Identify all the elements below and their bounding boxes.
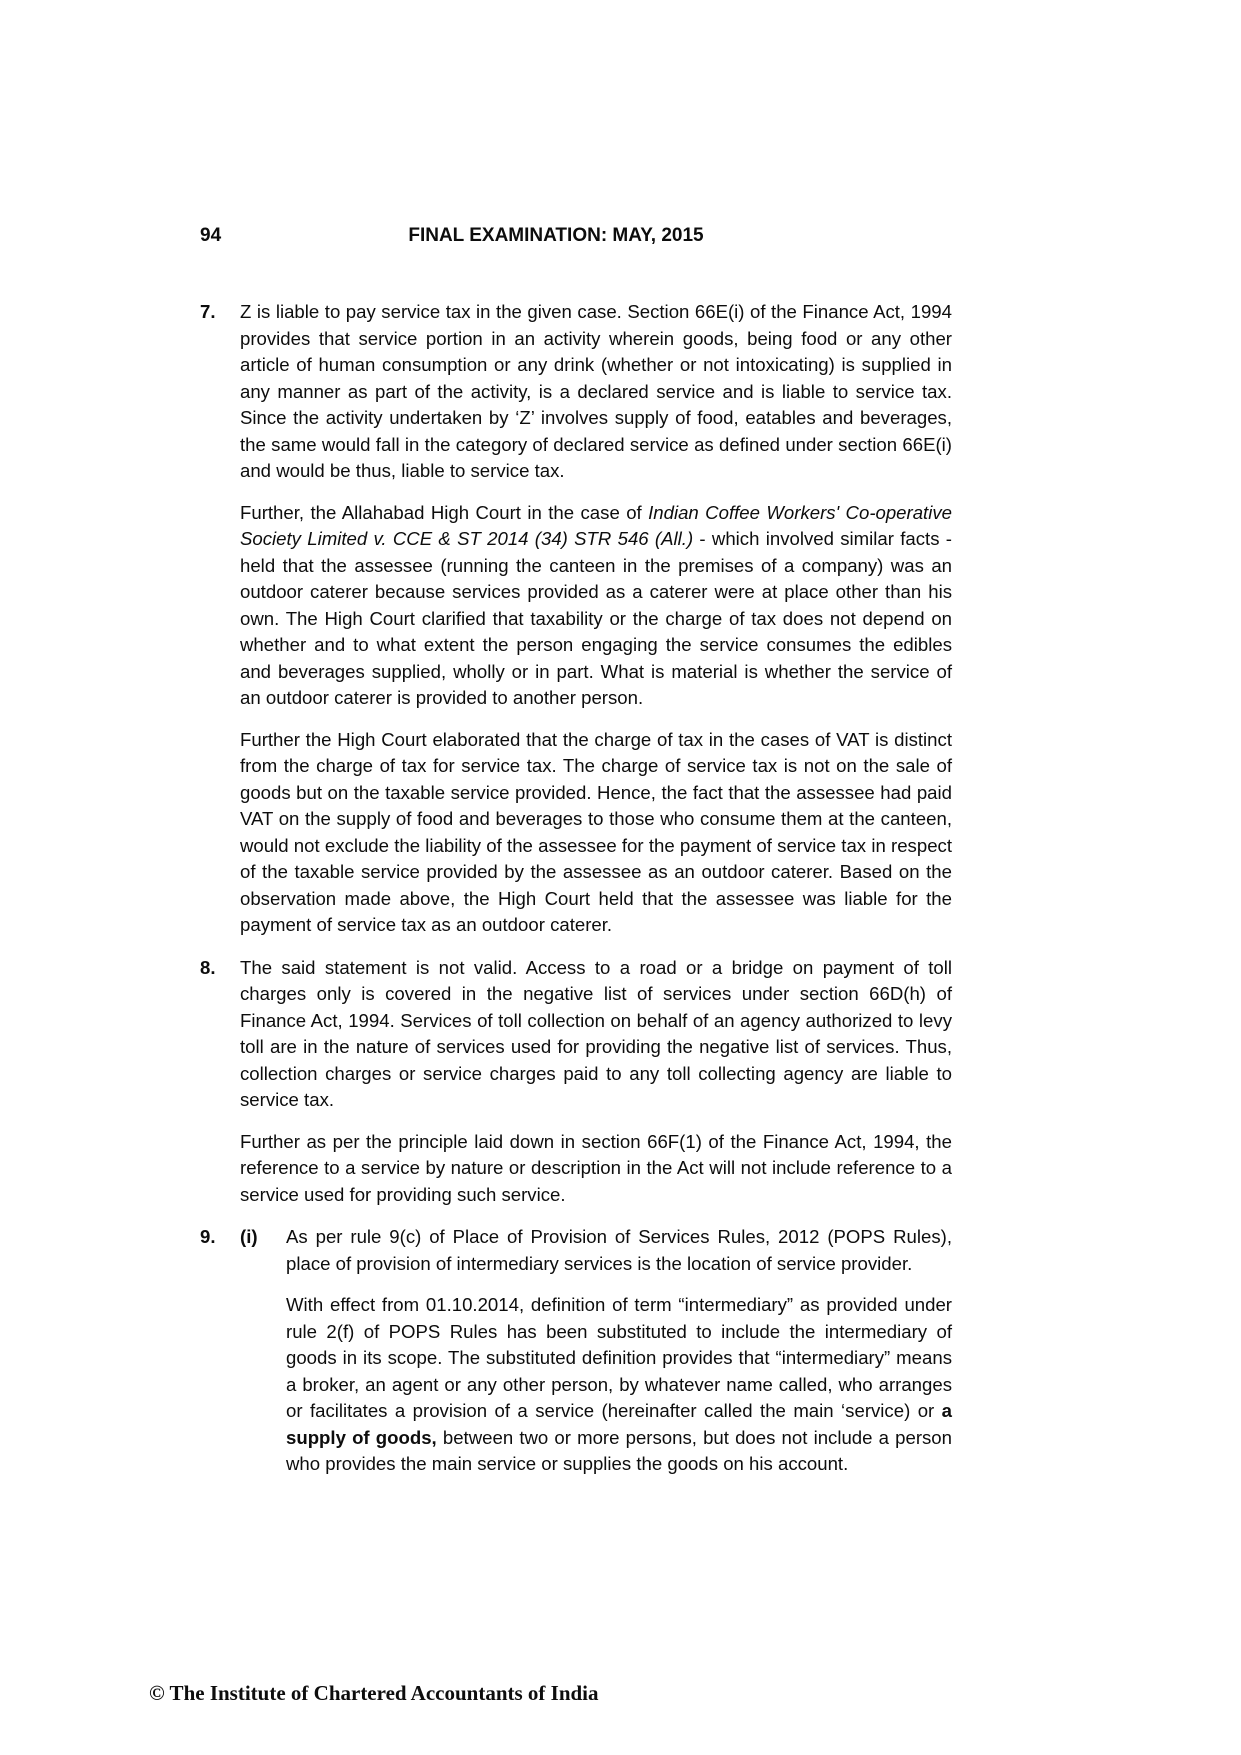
text-run: between two or more persons, but does not include a person who provides the main service or supplies the goods on his account. bbox=[286, 1426, 952, 1474]
item-body bbox=[240, 955, 952, 1209]
paragraph bbox=[240, 299, 952, 485]
paragraph bbox=[240, 955, 952, 1114]
text-run: With effect from 01.10.2014, definition of term “intermediary” as provided under rule 2(f) of POPS Rules has been substituted to include the intermediary of goods in its scope. The substituted definition provides that “intermediary” means a broker, an agent or any other person, by whatever name called, who arranges or facilitates a provision of a service (hereinafter called the main ‘service) or bbox=[286, 1294, 952, 1421]
answer-item-7 bbox=[200, 299, 952, 939]
page-header bbox=[200, 225, 912, 247]
text-run: a supply of goods, bbox=[286, 1400, 952, 1448]
text-run: Indian Coffee Workers' Co-operative Society Limited v. CCE & ST 2014 (34) STR 546 (All.) bbox=[240, 501, 952, 549]
item-body bbox=[240, 299, 952, 939]
answers-content bbox=[200, 299, 952, 1494]
paragraph bbox=[286, 1224, 952, 1277]
exam-title: FINAL EXAMINATION: MAY, 2015 bbox=[408, 225, 704, 246]
item-body bbox=[286, 1224, 952, 1478]
footer-copyright: © The Institute of Chartered Accountants of India bbox=[149, 1681, 599, 1705]
page-number: 94 bbox=[200, 225, 222, 246]
text-run: Further as per the principle laid down in section 66F(1) of the Finance Act, 1994, the reference to a service by nature or description in the Act will not include reference to a service used for providing such service. bbox=[240, 1130, 952, 1205]
answer-item-9 bbox=[200, 1224, 952, 1478]
item-number: 7. bbox=[200, 301, 216, 322]
text-run: Further, the Allahabad High Court in the case of bbox=[240, 501, 649, 523]
text-run: As per rule 9(c) of Place of Provision of Services Rules, 2012 (POPS Rules), place of provision of intermediary services is the location of service provider. bbox=[286, 1226, 952, 1274]
paragraph bbox=[240, 500, 952, 712]
paragraph bbox=[240, 727, 952, 939]
paragraph bbox=[286, 1292, 952, 1478]
item-number: 9. bbox=[200, 1226, 216, 1247]
text-run: - which involved similar facts - held that the assessee (running the canteen in the premises of a company) was an outdoor caterer because services provided as a caterer were at place other than his own. The High Court clarified that taxability or the charge of tax does not depend on whether and to what extent the person engaging the service consumes the edibles and beverages supplied, wholly or in part. What is material is whether the service of an outdoor caterer is provided to another person. bbox=[240, 528, 952, 708]
text-run: Further the High Court elaborated that the charge of tax in the cases of VAT is distinct from the charge of tax for service tax. The charge of service tax is not on the sale of goods but on the taxable service provided. Hence, the fact that the assessee had paid VAT on the supply of food and beverages to those who consume them at the canteen, would not exclude the liability of the assessee for the payment of service tax in respect of the taxable service provided by the assessee as an outdoor caterer. Based on the observation made above, the High Court held that the assessee was liable for the payment of service tax as an outdoor caterer. bbox=[240, 728, 952, 935]
item-sub-number: (i) bbox=[240, 1226, 258, 1247]
item-number: 8. bbox=[200, 956, 216, 978]
paragraph bbox=[240, 1129, 952, 1209]
answer-item-8 bbox=[200, 955, 952, 1209]
text-run: Z is liable to pay service tax in the given case. Section 66E(i) of the Finance Act, 1994 provides that service portion in an activity wherein goods, being food or any other article of human consumption or any drink (whether or not intoxicating) is supplied in any manner as part of the activity, is a declared service and is liable to service tax. Since the activity undertaken by ‘Z’ involves supply of food, eatables and beverages, the same would fall in the category of declared service as defined under section 66E(i) and would be thus, liable to service tax. bbox=[240, 301, 952, 481]
text-run: The said statement is not valid. Access to a road or a bridge on payment of toll charges only is covered in the negative list of services under section 66D(h) of Finance Act, 1994. Services of toll collection on behalf of an agency authorized to levy toll are in the nature of services used for providing the negative list of services. Thus, collection charges or service charges paid to any toll collecting agency are liable to service tax. bbox=[240, 956, 952, 1110]
